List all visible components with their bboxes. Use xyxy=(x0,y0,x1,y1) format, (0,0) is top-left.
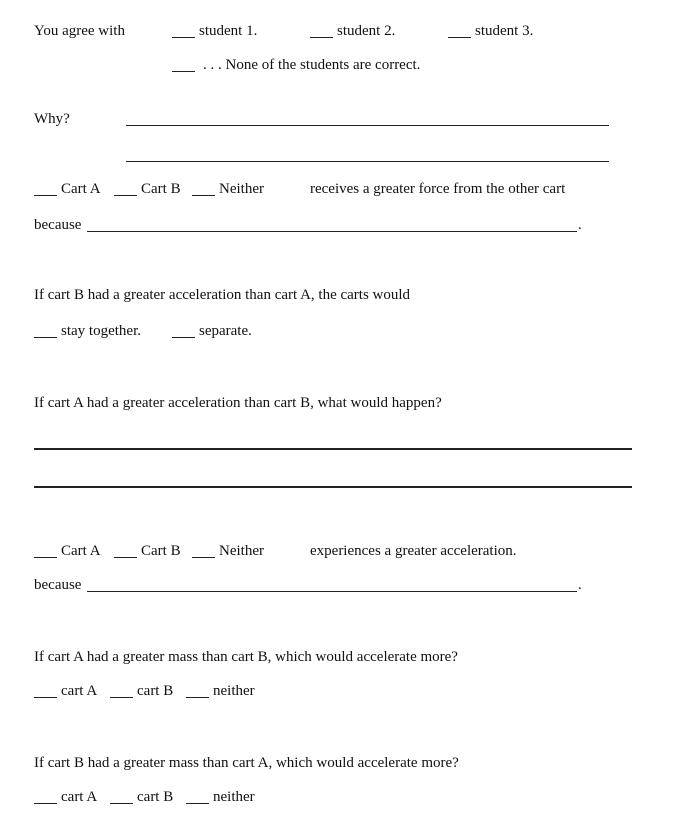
agree-option-2-blank[interactable] xyxy=(310,37,333,38)
b-accel-option-separate-blank[interactable] xyxy=(172,337,195,338)
a-accel-answer-line-1[interactable] xyxy=(34,448,632,450)
b-accel-option-stay-label: stay together. xyxy=(61,323,141,339)
experiences-because-label: because xyxy=(34,577,82,593)
a-mass-option-cart-b-label: cart B xyxy=(137,683,174,699)
a-mass-option-cart-a-blank[interactable] xyxy=(34,697,57,698)
agree-option-none-label: . . . None of the students are correct. xyxy=(203,57,421,73)
why-answer-line-1[interactable] xyxy=(126,125,609,126)
agree-option-none-blank[interactable] xyxy=(172,71,195,72)
b-mass-option-neither-blank[interactable] xyxy=(186,803,209,804)
agree-option-3-blank[interactable] xyxy=(448,37,471,38)
experiences-option-cart-b-blank[interactable] xyxy=(114,557,137,558)
b-mass-prompt: If cart B had a greater mass than cart A, which would accelerate more? xyxy=(34,755,459,771)
experiences-option-cart-a-label: Cart A xyxy=(61,543,101,559)
force-option-cart-b-blank[interactable] xyxy=(114,195,137,196)
experiences-because-period: . xyxy=(578,577,582,593)
b-mass-option-neither-label: neither xyxy=(213,789,255,805)
agree-prompt: You agree with xyxy=(34,23,125,39)
force-option-neither-label: Neither xyxy=(219,181,264,197)
agree-option-1-blank[interactable] xyxy=(172,37,195,38)
agree-option-1-label: student 1. xyxy=(199,23,258,39)
a-accel-answer-line-2[interactable] xyxy=(34,486,632,488)
b-accel-prompt: If cart B had a greater acceleration than cart A, the carts would xyxy=(34,287,411,303)
force-because-period: . xyxy=(578,217,582,233)
a-mass-option-neither-blank[interactable] xyxy=(186,697,209,698)
b-mass-option-cart-a-blank[interactable] xyxy=(34,803,57,804)
experiences-option-neither-blank[interactable] xyxy=(192,557,215,558)
b-accel-option-separate-label: separate. xyxy=(199,323,252,339)
b-mass-option-cart-b-label: cart B xyxy=(137,789,174,805)
experiences-option-neither-label: Neither xyxy=(219,543,264,559)
force-option-cart-a-label: Cart A xyxy=(61,181,101,197)
force-option-neither-blank[interactable] xyxy=(192,195,215,196)
agree-option-2-label: student 2. xyxy=(337,23,396,39)
b-mass-option-cart-b-blank[interactable] xyxy=(110,803,133,804)
b-accel-option-stay-blank[interactable] xyxy=(34,337,57,338)
a-mass-prompt: If cart A had a greater mass than cart B, which would accelerate more? xyxy=(34,649,458,665)
experiences-option-cart-a-blank[interactable] xyxy=(34,557,57,558)
force-suffix: receives a greater force from the other cart xyxy=(310,181,566,197)
a-mass-option-cart-b-blank[interactable] xyxy=(110,697,133,698)
a-accel-prompt: If cart A had a greater acceleration than cart B, what would happen? xyxy=(34,395,442,411)
experiences-suffix: experiences a greater acceleration. xyxy=(310,543,517,559)
a-mass-option-neither-label: neither xyxy=(213,683,255,699)
b-mass-option-cart-a-label: cart A xyxy=(61,789,98,805)
force-option-cart-b-label: Cart B xyxy=(141,181,181,197)
force-because-line[interactable] xyxy=(87,231,577,232)
a-mass-option-cart-a-label: cart A xyxy=(61,683,98,699)
experiences-option-cart-b-label: Cart B xyxy=(141,543,181,559)
why-answer-line-2[interactable] xyxy=(126,161,609,162)
force-because-label: because xyxy=(34,217,82,233)
why-prompt: Why? xyxy=(34,111,70,127)
force-option-cart-a-blank[interactable] xyxy=(34,195,57,196)
agree-option-3-label: student 3. xyxy=(475,23,534,39)
experiences-because-line[interactable] xyxy=(87,591,577,592)
